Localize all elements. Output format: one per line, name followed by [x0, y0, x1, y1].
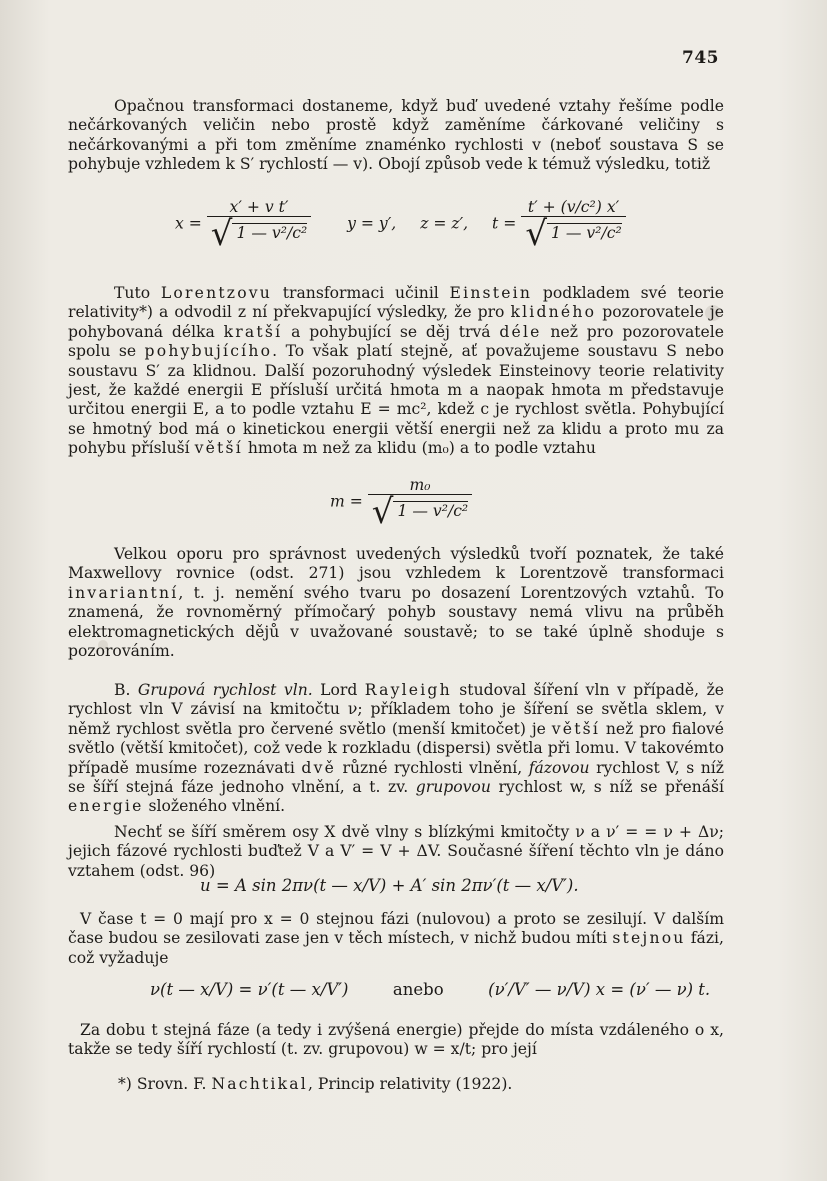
paragraph-text: Opačnou transformaci dostaneme, když buď uvedené vztahy řešíme podle nečárkovaných veličin nebo prostě když zaměníme čárkované veličiny s nečárkovanými a při tom změníme znaménko rychlosti v (neboť soustava S se pohybuje vzhledem k S′ rychlostí — v). Obojí způsob vede k témuž výsledku, totiž [68, 97, 724, 174]
equation-superposition [200, 876, 579, 895]
equation-lorentz-inverse [175, 198, 626, 254]
text-run: Lord [312, 681, 365, 699]
section-title: Grupová rychlost vln. [137, 681, 313, 699]
spaced-word: kratší [223, 322, 283, 341]
eq-anebo: anebo [392, 980, 444, 999]
paragraph-group-velocity [68, 681, 724, 817]
spaced-word: pohybujícího [144, 342, 273, 361]
eq-y: y = y′, [347, 214, 397, 233]
text-run: rychlost V, s níž se šíří stejná fáze jednoho vlnění, a t. zv. [68, 758, 724, 797]
paragraph-text: Za dobu t stejná fáze (a tedy i zvýšená energie) přejde do místa vzdáleného o x, takže se tedy šíří rychlostí (t. zv. grupovou) w = x/t; pro její [68, 1021, 724, 1059]
paragraph-text [68, 545, 724, 661]
text-run: podkladem své teorie relativity*) a odvodil z ní překvapující výsledky, že pro [68, 284, 724, 322]
paragraph-text [68, 910, 724, 968]
eq-phase-left: ν(t — x/V) = ν′(t — x/V′) [150, 980, 349, 999]
text-run: různé rychlosti vlnění, [336, 758, 529, 777]
spaced-word: energie [68, 797, 144, 816]
spaced-word: větší [551, 719, 601, 738]
paragraph-einstein [68, 284, 724, 459]
text-run: . To však platí stejně, ať považujeme soustavu S nebo soustavu S′ za klidnou. Další pozoruhodný výsledek Einsteinovy teorie relativity jest, že každé energii E přísluší určitá hmota m a naopak hmota m představuje určitou energii E, a to podle vztahu E = mc², kdež c je rychlost světla. Pohybující se hmotný bod má o kinetickou energii větší energii než za klidu a proto mu za pohybu přísluší [68, 342, 724, 458]
eq-z: z = z′, [420, 214, 469, 233]
text-run: studoval šíření vln v případě, že rychlost vln V závisí na kmitočtu ν; příkladem toho je šíření se světla sklem, v němž rychlost světla pro červené světlo (menší kmitočet) je [68, 681, 725, 738]
eq-wave-sum: u = A sin 2πν(t — x/V) + A′ sin 2πν′(t — x/V′). [200, 876, 579, 895]
text-run: rychlost w, s níž se přenáší [490, 778, 724, 797]
spaced-name-rayleigh: Rayleigh [364, 681, 452, 699]
equation-phase-condition [150, 980, 710, 999]
text-run: V čase t = 0 mají pro x = 0 stejnou fázi (nulovou) a proto se zesilují. V dalším čase budou se zesilovati zase jen v těch místech, v nichž budou míti [68, 910, 724, 948]
eq-m-denominator: 1 — v²/c² [393, 501, 468, 520]
paragraph-text [68, 681, 724, 817]
text-run: Tuto [114, 284, 161, 302]
eq-m-fraction [368, 476, 472, 532]
spaced-name-einstein: Einstein [449, 284, 533, 302]
paragraph-two-waves [68, 823, 724, 881]
equation-relativistic-mass [330, 476, 472, 532]
text-run: fázi, což vyžaduje [68, 929, 724, 967]
footnote [118, 1075, 512, 1093]
eq-x-denominator: 1 — v²/c² [232, 223, 307, 242]
paragraph-group-speed [68, 1021, 724, 1060]
text-run: než pro fialové světlo (větší kmitočet), což vede k rozkladu (dispersi) světla při lomu. V takovémto případě musíme rozeznávati [68, 719, 724, 777]
text-run: Velkou oporu pro správnost uvedených výsledků tvoří poznatek, že také Maxwellovy rovnice (odst. 271) jsou vzhledem k Lorentzově transformaci [68, 545, 724, 583]
spaced-word: déle [499, 322, 542, 341]
text-run: a pohybující se děj trvá [282, 322, 500, 341]
eq-t-fraction [521, 198, 625, 254]
eq-x-lhs: x = [175, 214, 202, 233]
italic-word: fázovou [528, 758, 590, 777]
paragraph-maxwell [68, 545, 724, 661]
spaced-word: klidného [510, 303, 597, 322]
radical-sign: √ [210, 214, 233, 254]
text-run: , t. j. nemění svého tvaru po dosazení Lorentzových vztahů. To znamená, že rovnoměrný přímočarý pohyb soustavy nemá vlivu na průběh elektromagnetických dějů v uvažované soustavě; to se také úplně shoduje s pozorováním. [68, 583, 724, 661]
spaced-word: invariantní [68, 583, 179, 602]
spaced-name-lorentz: Lorentzovu [160, 284, 273, 302]
eq-x-numerator: x′ + v t′ [207, 198, 311, 217]
eq-m-numerator: m₀ [368, 476, 472, 495]
footnote-text: , Princip relativity (1922). [307, 1075, 513, 1093]
footnote-author: Nachtikal [211, 1075, 308, 1093]
text-run: než pro pozorovatele spolu se [68, 322, 724, 361]
eq-x-fraction [207, 198, 311, 254]
text-run: pozorovatele je pohybovaná délka [68, 303, 724, 341]
spaced-word: stejnou [612, 929, 686, 948]
eq-t-lhs: t = [492, 214, 517, 233]
spaced-word: větší [194, 439, 243, 458]
text-run: složeného vlnění. [143, 797, 286, 816]
eq-m-denominator-wrap [368, 492, 472, 532]
eq-t-numerator: t′ + (v/c²) x′ [521, 198, 625, 217]
paragraph-phase [68, 910, 724, 968]
paragraph-text [68, 284, 724, 459]
paragraph-text: Nechť se šíří směrem osy X dvě vlny s blízkými kmitočty ν a ν′ = = ν + Δν; jejich fázové rychlosti buďtež V a V′ = V + ΔV. Současné šíření těchto vln je dáno vztahem (odst. 96) [68, 823, 724, 880]
text-run: hmota m než za klidu (m₀) a to podle vztahu [242, 439, 596, 458]
eq-m-lhs: m = [330, 492, 363, 511]
text-run: transformaci učinil [272, 284, 450, 302]
page-number: 745 [682, 48, 719, 68]
eq-phase-right: (ν′/V′ — ν/V) x = (ν′ — ν) t. [488, 980, 711, 999]
paragraph-inverse-transform [68, 97, 724, 175]
italic-word: grupovou [415, 778, 491, 797]
eq-t-denominator-wrap [521, 214, 625, 254]
radical-sign: √ [525, 214, 547, 254]
spaced-word: dvě [301, 758, 337, 777]
footnote-text: *) Srovn. F. [118, 1075, 212, 1093]
section-label: B. [114, 681, 138, 699]
eq-x-denominator-wrap [207, 214, 311, 254]
eq-t-denominator: 1 — v²/c² [547, 223, 622, 242]
radical-sign: √ [371, 492, 394, 532]
